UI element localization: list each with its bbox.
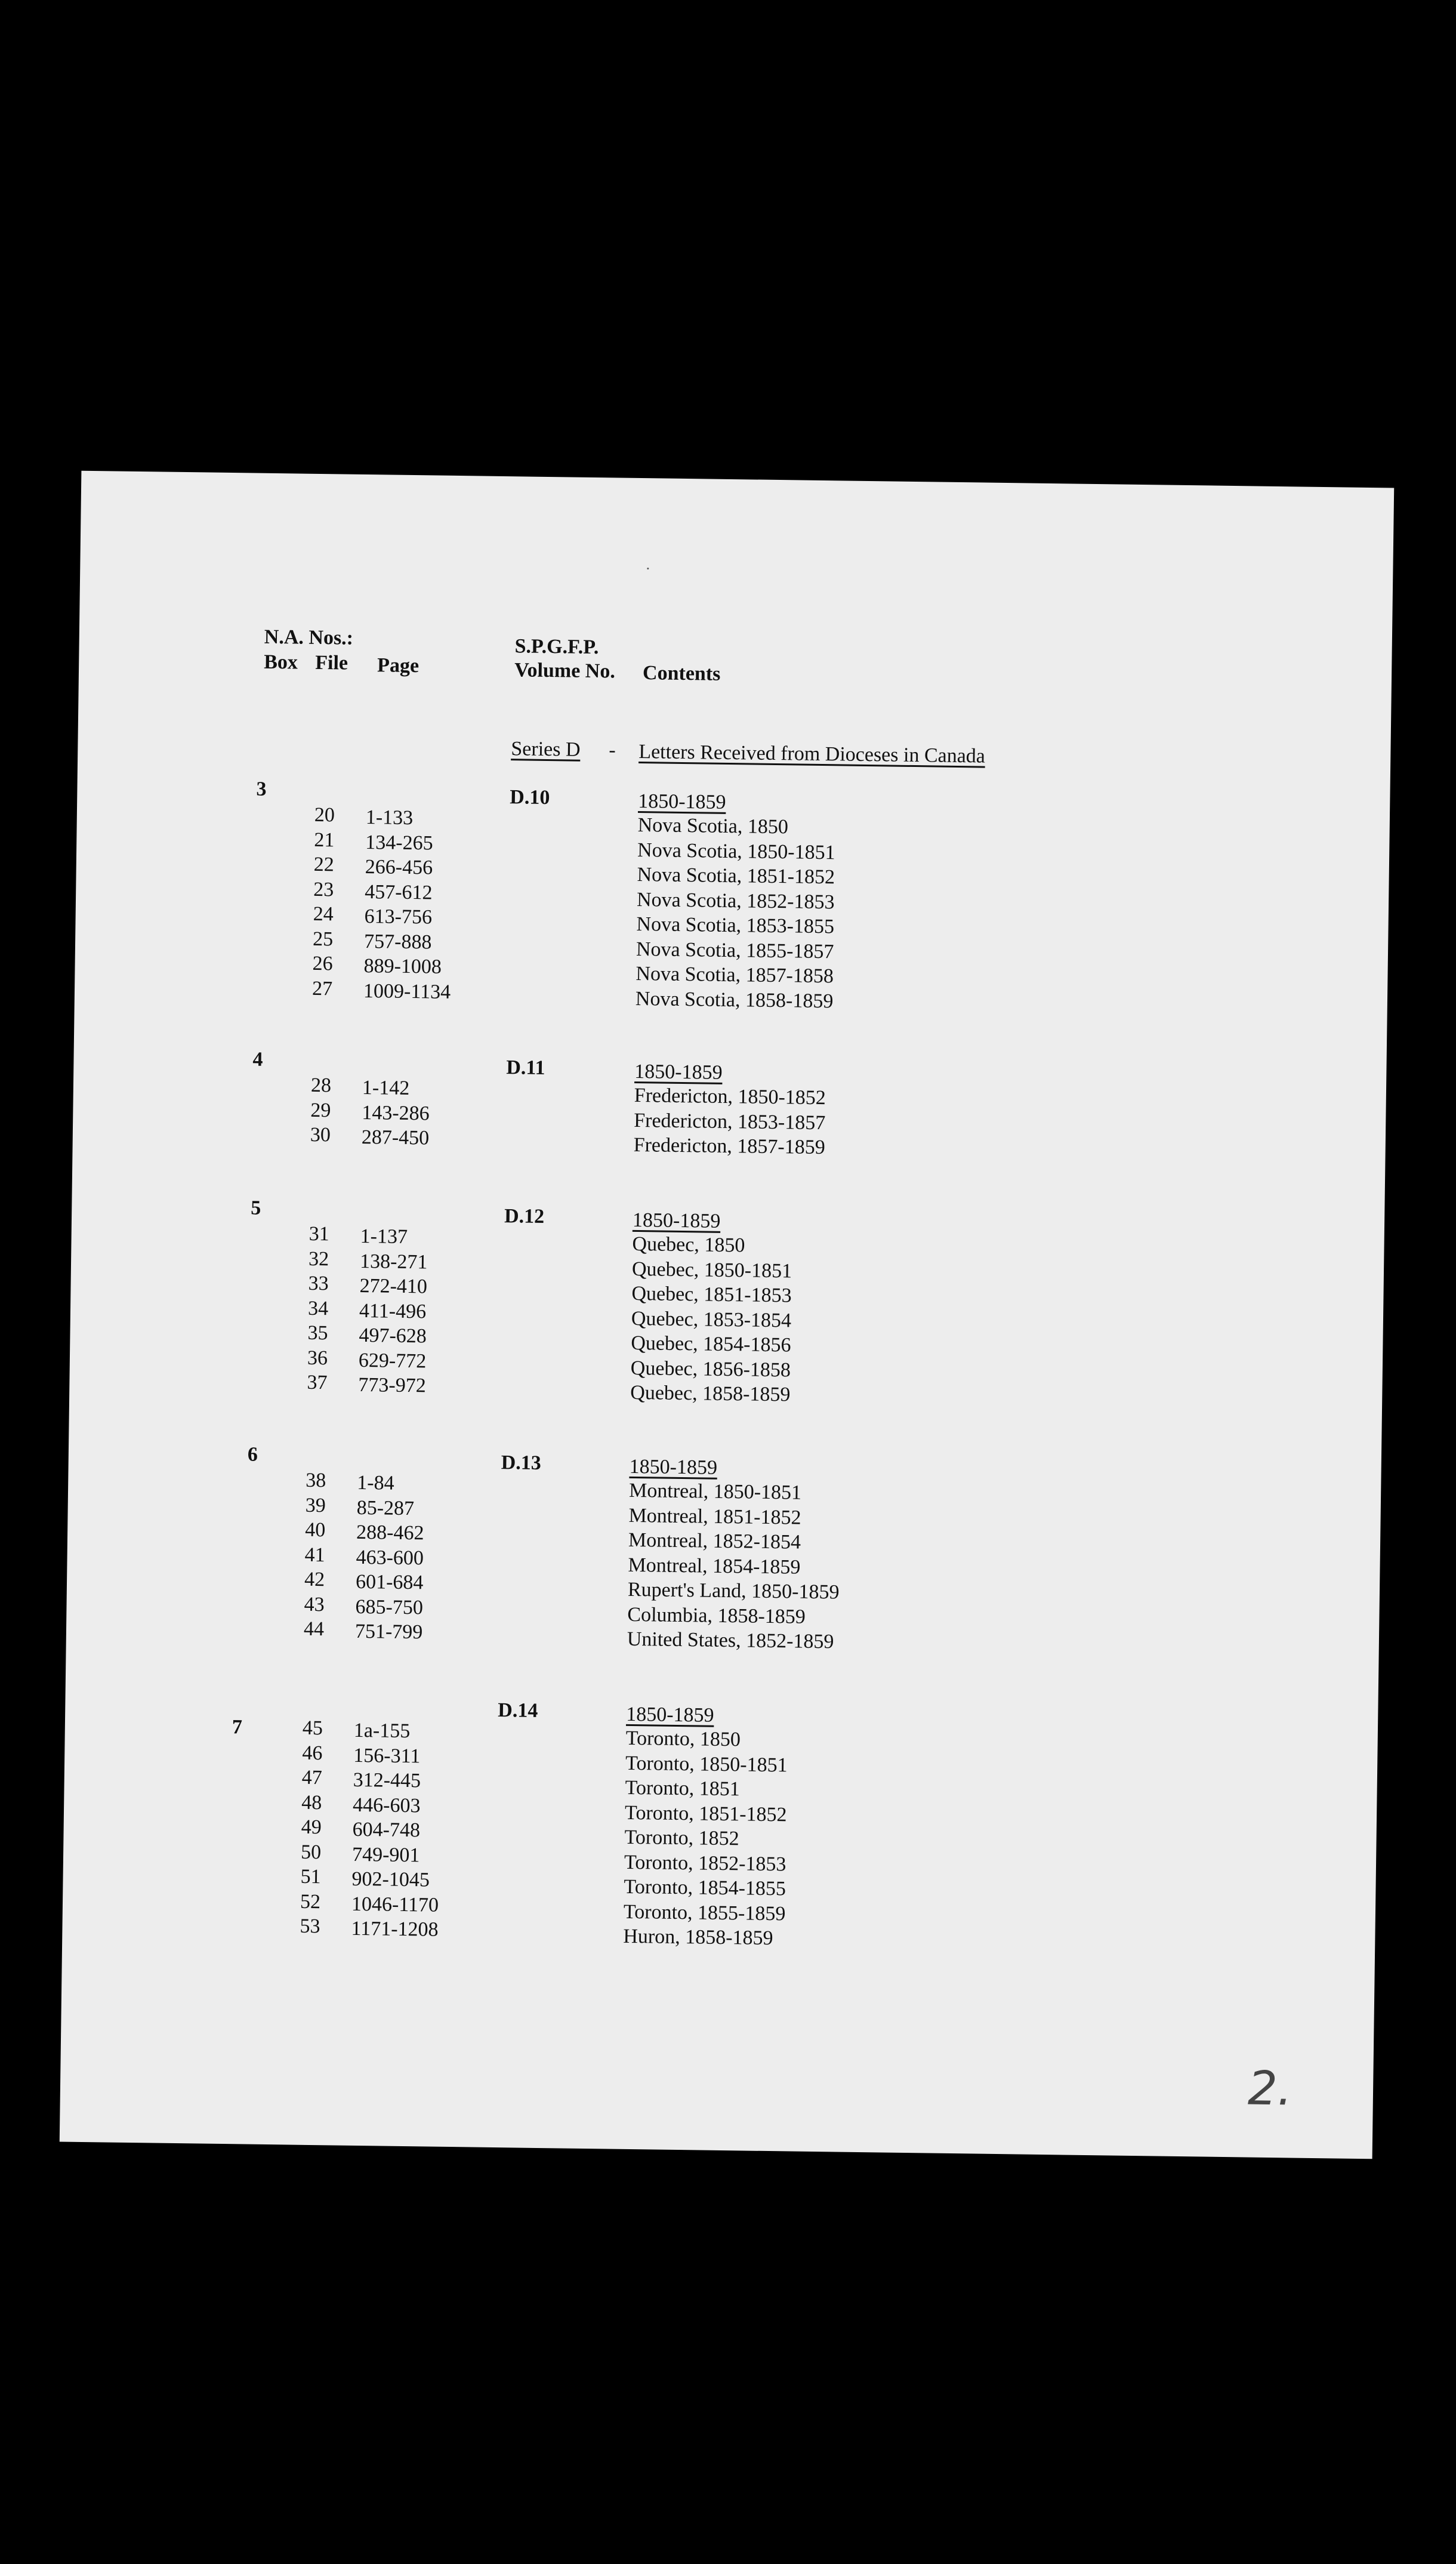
contents-entry: Toronto, 1852 [624, 1826, 739, 1850]
page-column-heading: Page [377, 654, 419, 677]
page-range: 1009-1134 [363, 979, 451, 1003]
contents-entry: Nova Scotia, 1851-1852 [637, 863, 835, 889]
file-number: 21 [314, 828, 335, 851]
page-range: 272-410 [359, 1274, 428, 1298]
box-number: 6 [247, 1443, 258, 1466]
contents-entry: Nova Scotia, 1850-1851 [637, 839, 835, 864]
file-number: 35 [307, 1321, 328, 1345]
contents-entry: Quebec, 1850-1851 [631, 1258, 792, 1282]
page-range: 1171-1208 [351, 1917, 439, 1941]
page-range: 601-684 [355, 1570, 424, 1594]
contents-entry: Quebec, 1850 [632, 1232, 745, 1257]
file-number: 49 [301, 1816, 322, 1839]
contents-entry: Montreal, 1851-1852 [628, 1504, 801, 1529]
file-number: 26 [312, 952, 333, 975]
file-number: 43 [304, 1593, 325, 1616]
page-range: 751-799 [354, 1620, 423, 1644]
contents-entry: Toronto, 1850 [625, 1727, 741, 1751]
contents-entry: Quebec, 1856-1858 [630, 1357, 791, 1381]
file-number: 29 [310, 1099, 331, 1121]
page-range: 446-603 [352, 1793, 421, 1817]
contents-entry: Montreal, 1854-1859 [628, 1554, 801, 1579]
contents-entry: Nova Scotia, 1857-1858 [636, 962, 834, 988]
contents-entry: Fredericton, 1850-1852 [634, 1084, 826, 1110]
file-number: 39 [305, 1494, 326, 1517]
page-range: 1-84 [357, 1471, 394, 1494]
document-page [60, 471, 1394, 2159]
page-range: 134-265 [365, 831, 433, 854]
page-range: 1-137 [360, 1225, 408, 1248]
file-number: 20 [314, 803, 335, 827]
file-number: 27 [311, 977, 333, 1000]
box-number: 4 [252, 1048, 263, 1071]
volume-number: D.12 [504, 1205, 545, 1228]
contents-column-heading: Contents [642, 662, 721, 685]
contents-entry: Toronto, 1854-1855 [624, 1875, 786, 1900]
contents-entry: Huron, 1858-1859 [623, 1925, 773, 1950]
handwritten-page-number: 2. [1247, 2061, 1293, 2116]
contents-entry: Nova Scotia, 1852-1853 [636, 888, 835, 913]
contents-entry: Columbia, 1858-1859 [627, 1603, 806, 1628]
volume-number: D.14 [498, 1699, 538, 1722]
file-number: 41 [304, 1543, 325, 1566]
contents-entry: Nova Scotia, 1853-1855 [636, 913, 835, 938]
contents-entry: Montreal, 1850-1851 [628, 1479, 802, 1504]
page-range: 266-456 [365, 856, 433, 879]
file-number: 33 [308, 1272, 329, 1295]
volume-number: D.10 [510, 786, 550, 809]
page-range: 312-445 [353, 1768, 421, 1792]
file-number: 34 [307, 1297, 329, 1320]
page-range: 613-756 [364, 905, 433, 929]
file-number: 38 [306, 1469, 326, 1492]
page-range: 411-496 [359, 1299, 427, 1323]
file-number: 52 [300, 1890, 321, 1913]
file-number: 53 [300, 1915, 320, 1938]
file-number: 46 [302, 1742, 323, 1764]
file-number: 42 [304, 1568, 325, 1591]
box-number: 7 [232, 1716, 243, 1739]
page-range: 773-972 [358, 1373, 426, 1397]
page-range: 463-600 [356, 1546, 424, 1569]
file-number: 32 [308, 1247, 329, 1270]
page-range: 1a-155 [353, 1719, 411, 1743]
page-range: 138-271 [359, 1250, 428, 1273]
page-range: 156-311 [353, 1744, 421, 1767]
year-range-heading: 1850-1859 [632, 1209, 721, 1232]
page-range: 1-142 [362, 1076, 410, 1100]
file-number: 37 [307, 1371, 328, 1394]
page-range: 287-450 [361, 1126, 430, 1150]
box-number: 5 [251, 1197, 261, 1219]
page-range: 889-1008 [363, 954, 442, 978]
paper-speck [647, 568, 649, 569]
file-number: 25 [312, 927, 334, 950]
year-range-heading: 1850-1859 [638, 790, 726, 813]
file-column-heading: File [315, 651, 348, 674]
page-range: 1-133 [365, 806, 414, 830]
page-range: 685-750 [355, 1595, 424, 1619]
page-range: 457-612 [364, 880, 433, 904]
page-range: 757-888 [363, 930, 432, 953]
file-number: 44 [303, 1617, 325, 1641]
file-number: 47 [301, 1766, 323, 1789]
volume-column-heading: Volume No. [514, 659, 616, 683]
file-number: 28 [310, 1074, 332, 1097]
file-number: 31 [309, 1222, 329, 1246]
year-range-heading: 1850-1859 [629, 1455, 718, 1479]
contents-entry: Fredericton, 1853-1857 [634, 1109, 826, 1134]
contents-entry: Toronto, 1852-1853 [624, 1851, 786, 1875]
file-number: 36 [307, 1346, 328, 1369]
file-number: 40 [304, 1518, 326, 1542]
contents-entry: Nova Scotia, 1855-1857 [636, 938, 834, 963]
contents-entry: Quebec, 1853-1854 [631, 1307, 792, 1332]
page-range: 902-1045 [351, 1867, 430, 1891]
contents-entry: Nova Scotia, 1850 [637, 813, 789, 839]
box-column-heading: Box [264, 651, 298, 674]
page-range: 604-748 [352, 1818, 421, 1842]
file-number: 22 [313, 853, 335, 876]
na-nos-heading: N.A. Nos.: [264, 625, 354, 649]
page-range: 85-287 [356, 1496, 415, 1520]
page-range: 497-628 [359, 1324, 427, 1348]
contents-entry: Toronto, 1851 [625, 1776, 741, 1801]
contents-entry: Toronto, 1855-1859 [623, 1900, 786, 1925]
page-range: 629-772 [358, 1349, 427, 1372]
file-number: 23 [313, 878, 334, 901]
page-range: 1046-1170 [351, 1893, 439, 1916]
file-number: 48 [301, 1791, 322, 1814]
contents-entry: Rupert's Land, 1850-1859 [627, 1578, 840, 1604]
file-number: 51 [300, 1865, 321, 1888]
file-number: 45 [302, 1716, 323, 1740]
contents-entry: Montreal, 1852-1854 [628, 1528, 801, 1554]
year-range-heading: 1850-1859 [634, 1060, 723, 1084]
page-range: 749-901 [351, 1843, 420, 1866]
year-range-heading: 1850-1859 [625, 1703, 714, 1727]
contents-entry: Quebec, 1854-1856 [631, 1332, 791, 1357]
box-number: 3 [256, 778, 267, 800]
contents-entry: Quebec, 1851-1853 [631, 1282, 792, 1307]
contents-entry: United States, 1852-1859 [627, 1628, 834, 1653]
file-number: 50 [300, 1841, 322, 1863]
page-range: 288-462 [356, 1521, 424, 1545]
series-title: Letters Received from Dioceses in Canada [638, 740, 986, 768]
contents-entry: Toronto, 1851-1852 [624, 1801, 787, 1826]
contents-entry: Toronto, 1850-1851 [625, 1752, 788, 1776]
contents-entry: Fredericton, 1857-1859 [633, 1133, 825, 1159]
contents-entry: Quebec, 1858-1859 [630, 1381, 791, 1406]
series-label: Series D [511, 738, 581, 761]
spgfp-heading: S.P.G.F.P. [514, 635, 599, 659]
page-range: 143-286 [362, 1101, 430, 1124]
volume-number: D.13 [501, 1452, 542, 1474]
file-number: 30 [310, 1123, 331, 1147]
volume-number: D.11 [506, 1056, 545, 1079]
file-number: 24 [313, 902, 334, 926]
contents-entry: Nova Scotia, 1858-1859 [635, 987, 834, 1012]
series-dash: - [609, 739, 616, 762]
